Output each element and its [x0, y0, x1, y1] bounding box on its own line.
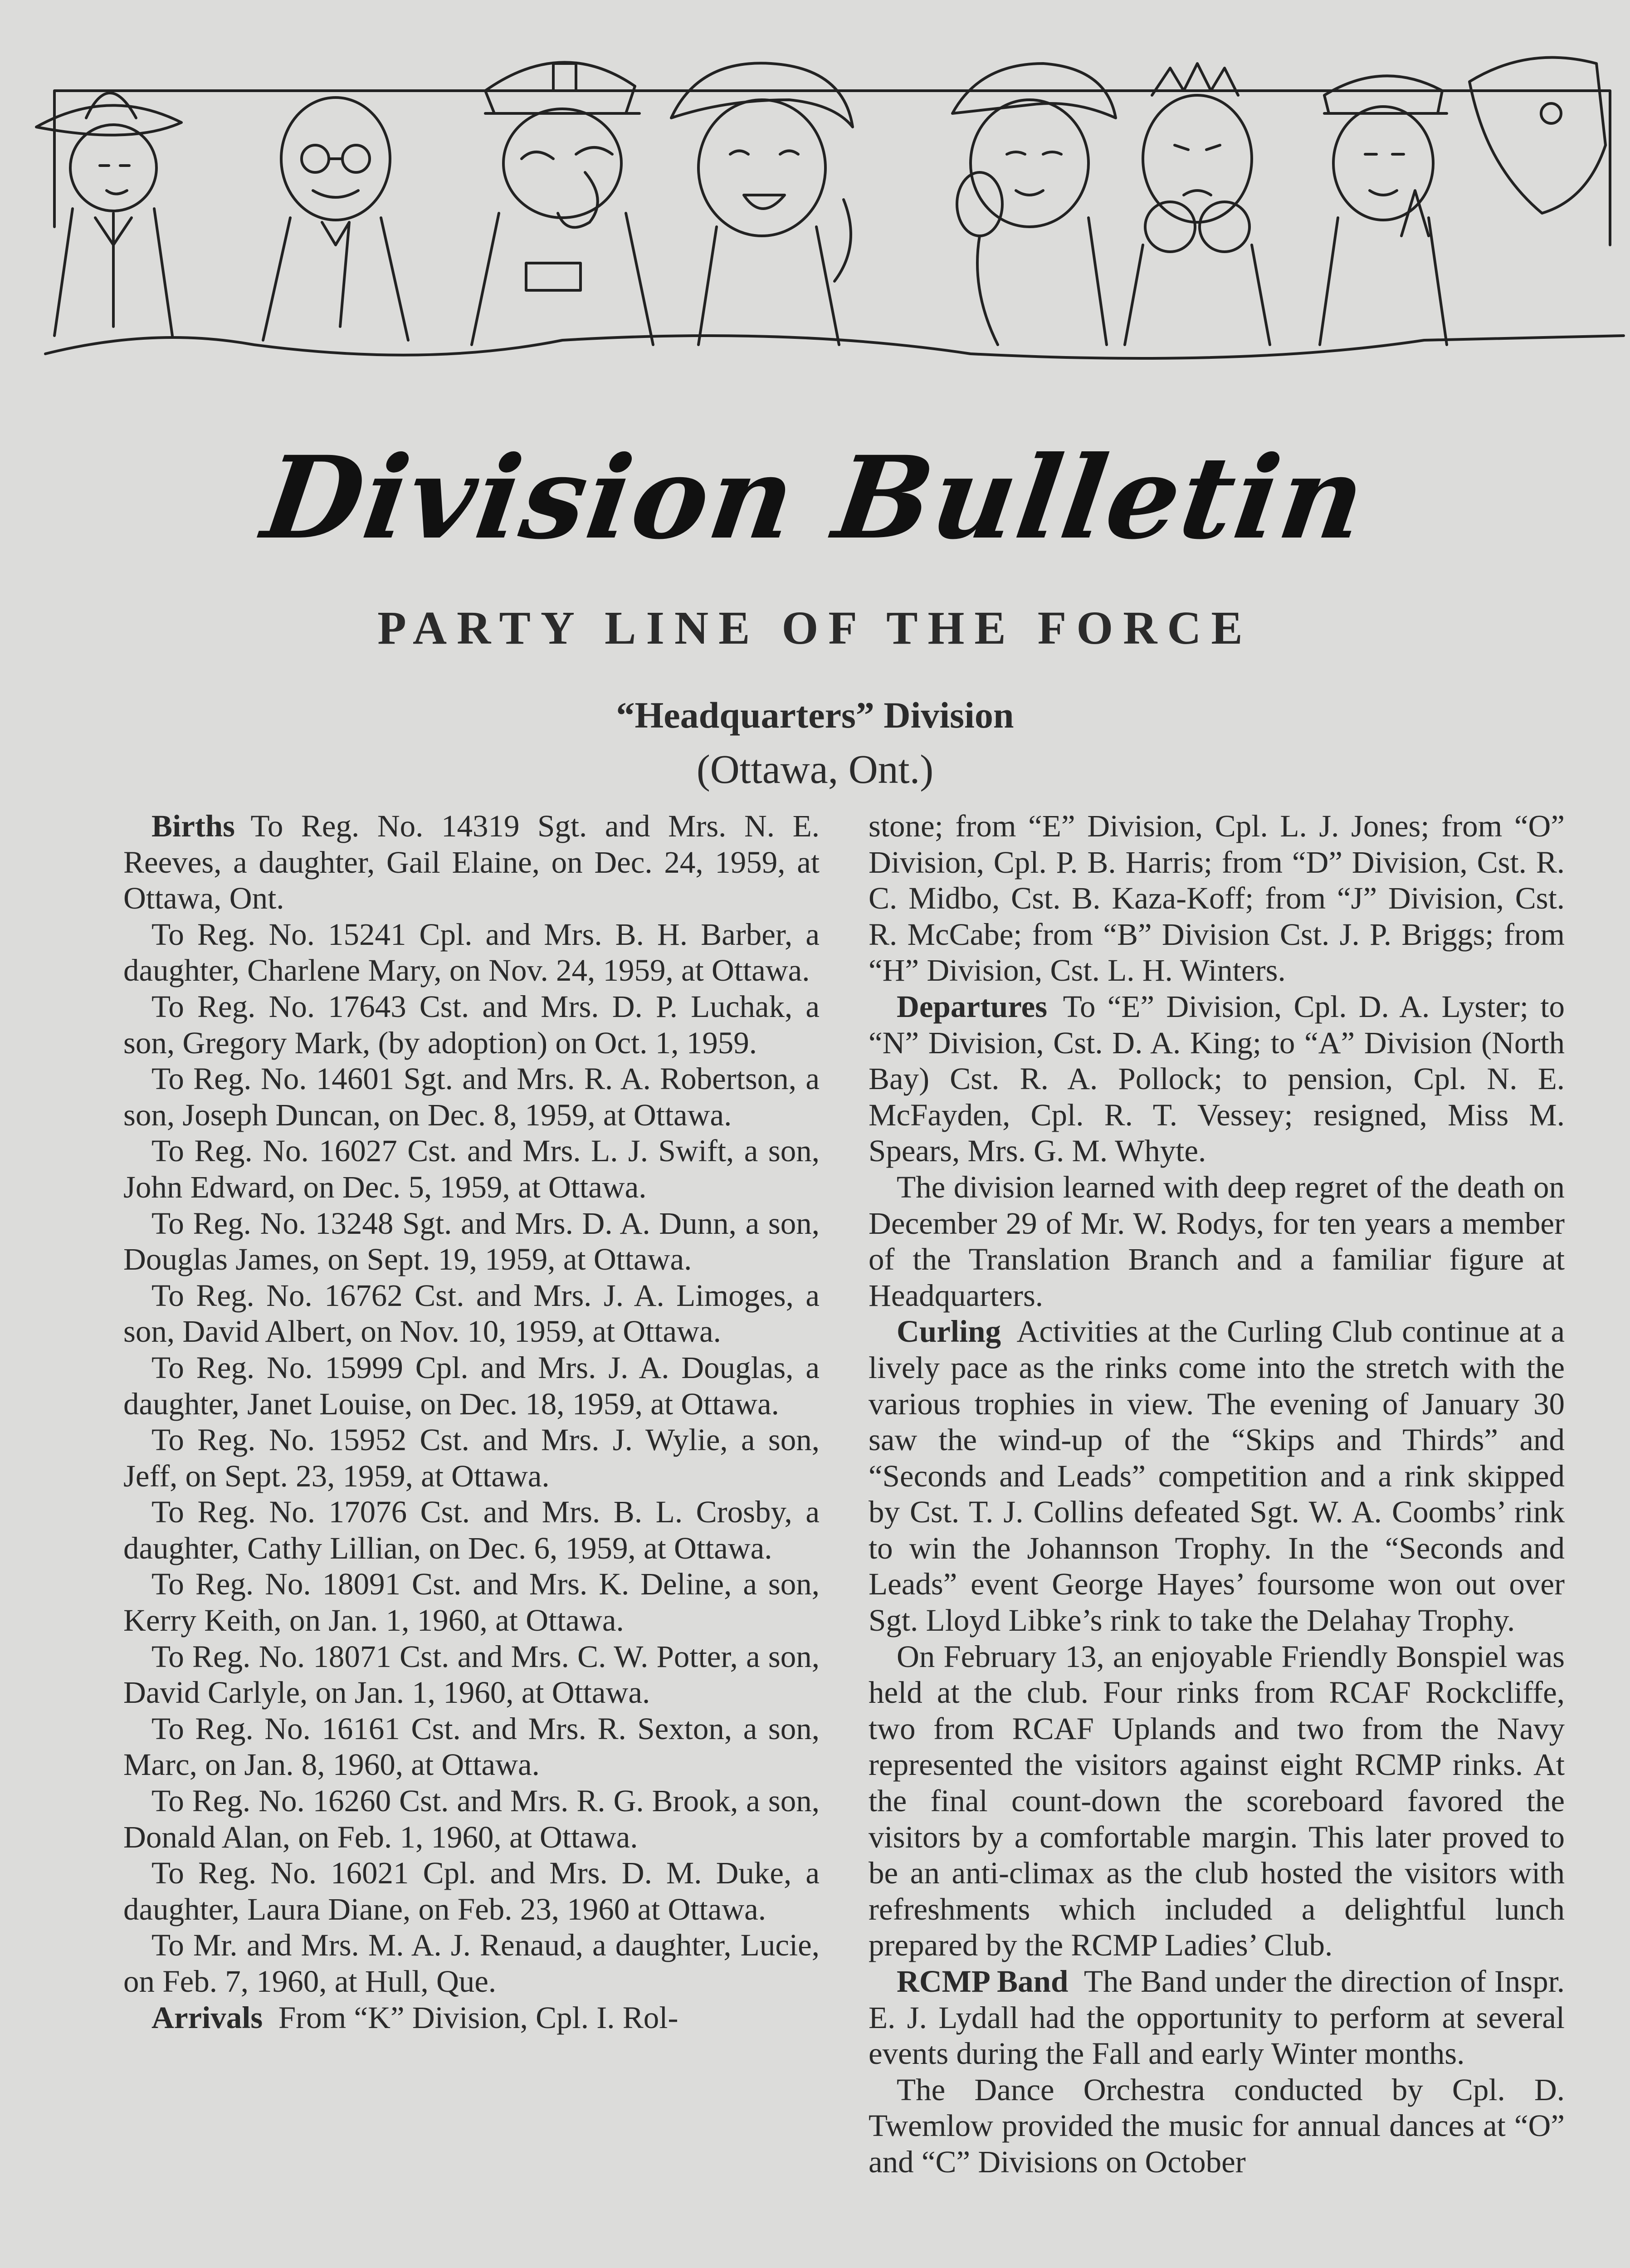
paragraph-text: On February 13, an enjoyable Friendly Bonspiel was held at the club. Four rinks from RCAF Rockcliffe, two from RCAF Uplands and two from the Navy represented the visitors against eight RCMP rinks. At the final count-down the scoreboard favored the visitors by a comfortable margin. This later proved to be an anti-climax as the club hosted the visitors with refreshments which included a delightful lunch prepared by the RCMP Ladies’ Club.: [869, 1639, 1565, 1963]
paragraph: [869, 1314, 1565, 1638]
paragraph: [123, 917, 820, 989]
paragraph-text: The division learned with deep regret of the death on December 29 of Mr. W. Rodys, for ten years a member of the Translation Branch and a familiar figure at Headquarters.: [869, 1169, 1565, 1313]
paragraph: [123, 1566, 820, 1638]
paragraph-lead: Births: [151, 809, 235, 843]
left-column: [123, 808, 820, 2036]
division-location: (Ottawa, Ont.): [696, 747, 934, 792]
paragraph-text: stone; from “E” Division, Cpl. L. J. Jones; from “O” Division, Cpl. P. B. Harris; from “D” Division, Cst. R. C. Midbo, Cst. B. Kaza-Koff; from “J” Division, Cst. R. McCabe; from “B” Division Cst. J. P. Briggs; from “H” Division, Cst. L. H. Winters.: [869, 809, 1565, 988]
paragraph-text: The Band under the direction of Inspr. E. J. Lydall had the opportunity to perform at several events during the Fall and early Winter months.: [869, 1964, 1565, 2071]
laughing-woman-figure-icon: [671, 63, 853, 345]
paragraph: [869, 1964, 1565, 2072]
paragraph-text: To Reg. No. 14319 Sgt. and Mrs. N. E. Reeves, a daughter, Gail Elaine, on Dec. 24, 1959, at Ottawa, Ont.: [123, 809, 820, 916]
division-title: “Headquarters” Division: [616, 694, 1014, 736]
paragraph: [869, 989, 1565, 1169]
paragraph-lead: Arrivals: [151, 2000, 263, 2035]
paragraph: [123, 1133, 820, 1205]
paragraph: [123, 1494, 820, 1566]
officer-cap-figure-icon: [472, 62, 653, 345]
paragraph-lead: Curling: [897, 1314, 1001, 1349]
paragraph: [123, 1422, 820, 1494]
paragraph-text: To Reg. No. 16762 Cst. and Mrs. J. A. Limoges, a son, David Albert, on Nov. 10, 1959, at Ottawa.: [123, 1278, 820, 1349]
paragraph-lead: Departures: [897, 989, 1048, 1024]
paragraph: [123, 1639, 820, 1711]
paragraph-text: To Reg. No. 18091 Cst. and Mrs. K. Deline, a son, Kerry Keith, on Jan. 1, 1960, at Ottawa.: [123, 1567, 820, 1638]
bald-man-figure-icon: [263, 98, 408, 340]
paragraph: [123, 1783, 820, 1855]
mountie-hat-figure-icon: [36, 93, 181, 336]
masthead-title: Division Bulletin: [255, 431, 1375, 564]
woman-telephone-figure-icon: [952, 64, 1116, 345]
paragraph: [123, 1278, 820, 1350]
paragraph-text: To Reg. No. 17076 Cst. and Mrs. B. L. Crosby, a daughter, Cathy Lillian, on Dec. 6, 1959, at Ottawa.: [123, 1495, 820, 1565]
paragraph-text: From “K” Division, Cpl. I. Rol-: [278, 2000, 678, 2035]
paragraph: [869, 1169, 1565, 1314]
paragraph: [869, 808, 1565, 989]
paragraph: [123, 808, 820, 917]
paragraph-text: To Reg. No. 15952 Cst. and Mrs. J. Wylie, a son, Jeff, on Sept. 23, 1959, at Ottawa.: [123, 1422, 820, 1493]
paragraph-text: Activities at the Curling Club continue at a lively pace as the rinks come into the stretch with the various trophies in view. The evening of January 30 saw the wind-up of the “Skips and Thirds” and “Seconds and Leads” competition and a rink skipped by Cst. T. J. Collins defeated Sgt. W. A. Coombs’ rink to win the Johannson Trophy. In the “Seconds and Leads” event George Hayes’ foursome won out over Sgt. Lloyd Libke’s rink to take the Delahay Trophy.: [869, 1314, 1565, 1638]
paragraph-text: To Reg. No. 17643 Cst. and Mrs. D. P. Luchak, a son, Gregory Mark, (by adoption) on Oct. 1, 1959.: [123, 989, 820, 1060]
paragraph: [123, 1206, 820, 1278]
paragraph-lead: RCMP Band: [897, 1964, 1069, 1999]
paragraph-text: To Reg. No. 16260 Cst. and Mrs. R. G. Brook, a son, Donald Alan, on Feb. 1, 1960, at Ottawa.: [123, 1784, 820, 1854]
paragraph-text: To Reg. No. 15241 Cpl. and Mrs. B. H. Barber, a daughter, Charlene Mary, on Nov. 24, 1959, at Ottawa.: [123, 917, 820, 988]
paragraph: [123, 989, 820, 1061]
paragraph-text: The Dance Orchestra conducted by Cpl. D. Twemlow provided the music for annual dances at “O” and “C” Divisions on October: [869, 2072, 1565, 2179]
man-phone-figure-icon: [1125, 64, 1270, 345]
paragraph: [123, 1711, 820, 1783]
paragraph-text: To Reg. No. 16027 Cst. and Mrs. L. J. Swift, a son, John Edward, on Dec. 5, 1959, at Ottawa.: [123, 1134, 820, 1204]
right-column: [869, 808, 1565, 2180]
section-subhead: PARTY LINE OF THE FORCE: [377, 602, 1253, 654]
paragraph: [869, 1639, 1565, 1964]
paragraph-text: To Reg. No. 15999 Cpl. and Mrs. J. A. Douglas, a daughter, Janet Louise, on Dec. 18, 1959, at Ottawa.: [123, 1350, 820, 1421]
caricature-banner: [18, 9, 1630, 372]
paragraph: [123, 1927, 820, 1999]
paragraph-text: To Reg. No. 16161 Cst. and Mrs. R. Sexton, a son, Marc, on Jan. 8, 1960, at Ottawa.: [123, 1711, 820, 1782]
paragraph-text: To “E” Division, Cpl. D. A. Lyster; to “N” Division, Cst. D. A. King; to “A” Division (North Bay) Cst. R. A. Pollock; to pension, Cpl. N. E. McFayden, Cpl. R. T. Vessey; resigned, Miss M. Spears, Mrs. G. M. Whyte.: [869, 989, 1565, 1168]
paragraph: [123, 1061, 820, 1133]
paragraph: [123, 2000, 820, 2036]
paragraph-text: To Reg. No. 13248 Sgt. and Mrs. D. A. Dunn, a son, Douglas James, on Sept. 19, 1959, at Ottawa.: [123, 1206, 820, 1277]
paragraph-text: To Reg. No. 16021 Cpl. and Mrs. D. M. Duke, a daughter, Laura Diane, on Feb. 23, 1960 at Ottawa.: [123, 1856, 820, 1926]
paragraph: [123, 1855, 820, 1927]
paragraph-text: To Reg. No. 14601 Sgt. and Mrs. R. A. Robertson, a son, Joseph Duncan, on Dec. 8, 1959, at Ottawa.: [123, 1061, 820, 1132]
paragraph: [869, 2072, 1565, 2180]
paragraph-text: To Mr. and Mrs. M. A. J. Renaud, a daughter, Lucie, on Feb. 7, 1960, at Hull, Que.: [123, 1928, 820, 1999]
officer-horse-figure-icon: [1320, 58, 1606, 345]
paragraph-text: To Reg. No. 18071 Cst. and Mrs. C. W. Potter, a son, David Carlyle, on Jan. 1, 1960, at Ottawa.: [123, 1639, 820, 1710]
paragraph: [123, 1350, 820, 1422]
